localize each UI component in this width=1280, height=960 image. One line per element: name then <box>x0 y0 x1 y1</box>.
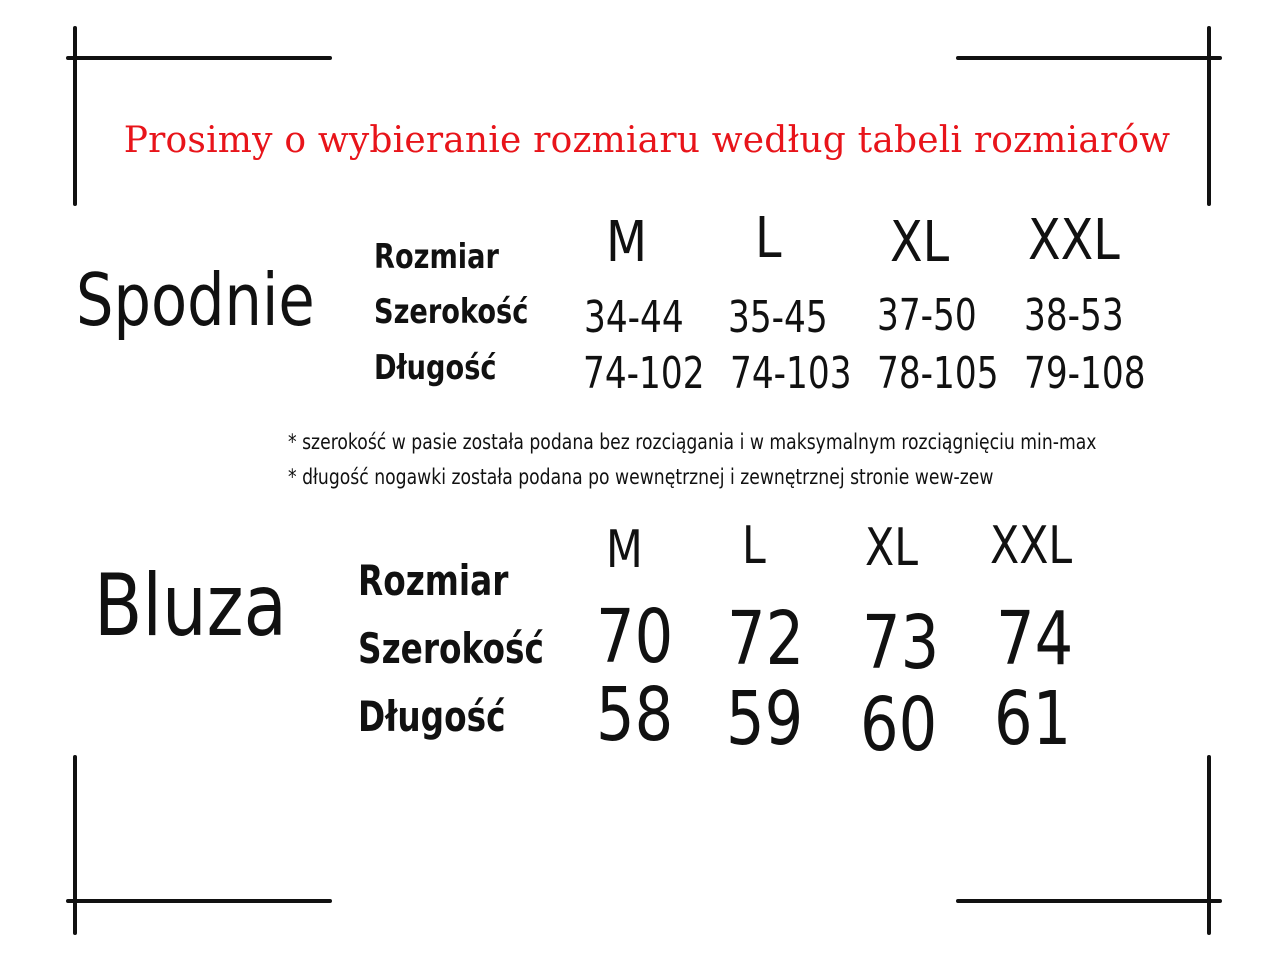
pants-row-label-width: Szerokość <box>374 292 529 332</box>
pants-width-xl: 37-50 <box>877 290 977 341</box>
pants-row-label-length: Długość <box>374 348 497 388</box>
frame-bottom-right-horizontal <box>956 899 1222 903</box>
frame-bottom-right-vertical <box>1207 755 1211 935</box>
pants-size-l: L <box>755 206 782 271</box>
page-title: Prosimy o wybieranie rozmiaru według tabeli rozmiarów <box>123 120 1171 161</box>
pants-width-xxl: 38-53 <box>1024 290 1124 341</box>
pants-length-xl: 78-105 <box>877 348 999 399</box>
hoodie-length-l: 59 <box>726 676 804 762</box>
hoodie-length-xxl: 61 <box>994 676 1072 762</box>
hoodie-section-label: Bluza <box>94 556 287 656</box>
hoodie-size-xxl: XXL <box>990 516 1073 576</box>
hoodie-row-label-size: Rozmiar <box>358 556 509 605</box>
pants-section-label: Spodnie <box>76 258 315 342</box>
pants-length-l: 74-103 <box>730 348 852 399</box>
frame-bottom-left-horizontal <box>66 899 332 903</box>
note-waist: * szerokość w pasie została podana bez rozciągania i w maksymalnym rozciągnięciu min-max <box>288 430 1097 454</box>
hoodie-width-l: 72 <box>727 596 805 682</box>
hoodie-size-xl: XL <box>865 518 918 578</box>
note-leg-length: * długość nogawki została podana po wewnętrznej i zewnętrznej stronie wew-zew <box>288 465 994 489</box>
frame-top-right-horizontal <box>956 56 1222 60</box>
hoodie-width-xxl: 74 <box>996 596 1074 682</box>
frame-top-left-horizontal <box>66 56 332 60</box>
frame-bottom-left-vertical <box>73 755 77 935</box>
hoodie-width-m: 70 <box>596 594 674 680</box>
pants-length-m: 74-102 <box>583 348 705 399</box>
hoodie-row-label-length: Długość <box>358 692 506 741</box>
pants-width-l: 35-45 <box>728 292 828 343</box>
pants-size-m: M <box>606 210 648 275</box>
frame-top-left-vertical <box>73 26 77 206</box>
pants-row-label-size: Rozmiar <box>374 237 499 277</box>
pants-width-m: 34-44 <box>584 292 684 343</box>
pants-size-xl: XL <box>890 210 950 275</box>
pants-length-xxl: 79-108 <box>1024 348 1146 399</box>
pants-size-xxl: XXL <box>1028 208 1120 273</box>
hoodie-length-xl: 60 <box>860 682 938 768</box>
frame-top-right-vertical <box>1207 26 1211 206</box>
hoodie-length-m: 58 <box>596 672 674 758</box>
hoodie-size-m: M <box>606 520 643 580</box>
hoodie-size-l: L <box>742 516 766 576</box>
hoodie-row-label-width: Szerokość <box>358 624 544 673</box>
hoodie-width-xl: 73 <box>862 600 940 686</box>
